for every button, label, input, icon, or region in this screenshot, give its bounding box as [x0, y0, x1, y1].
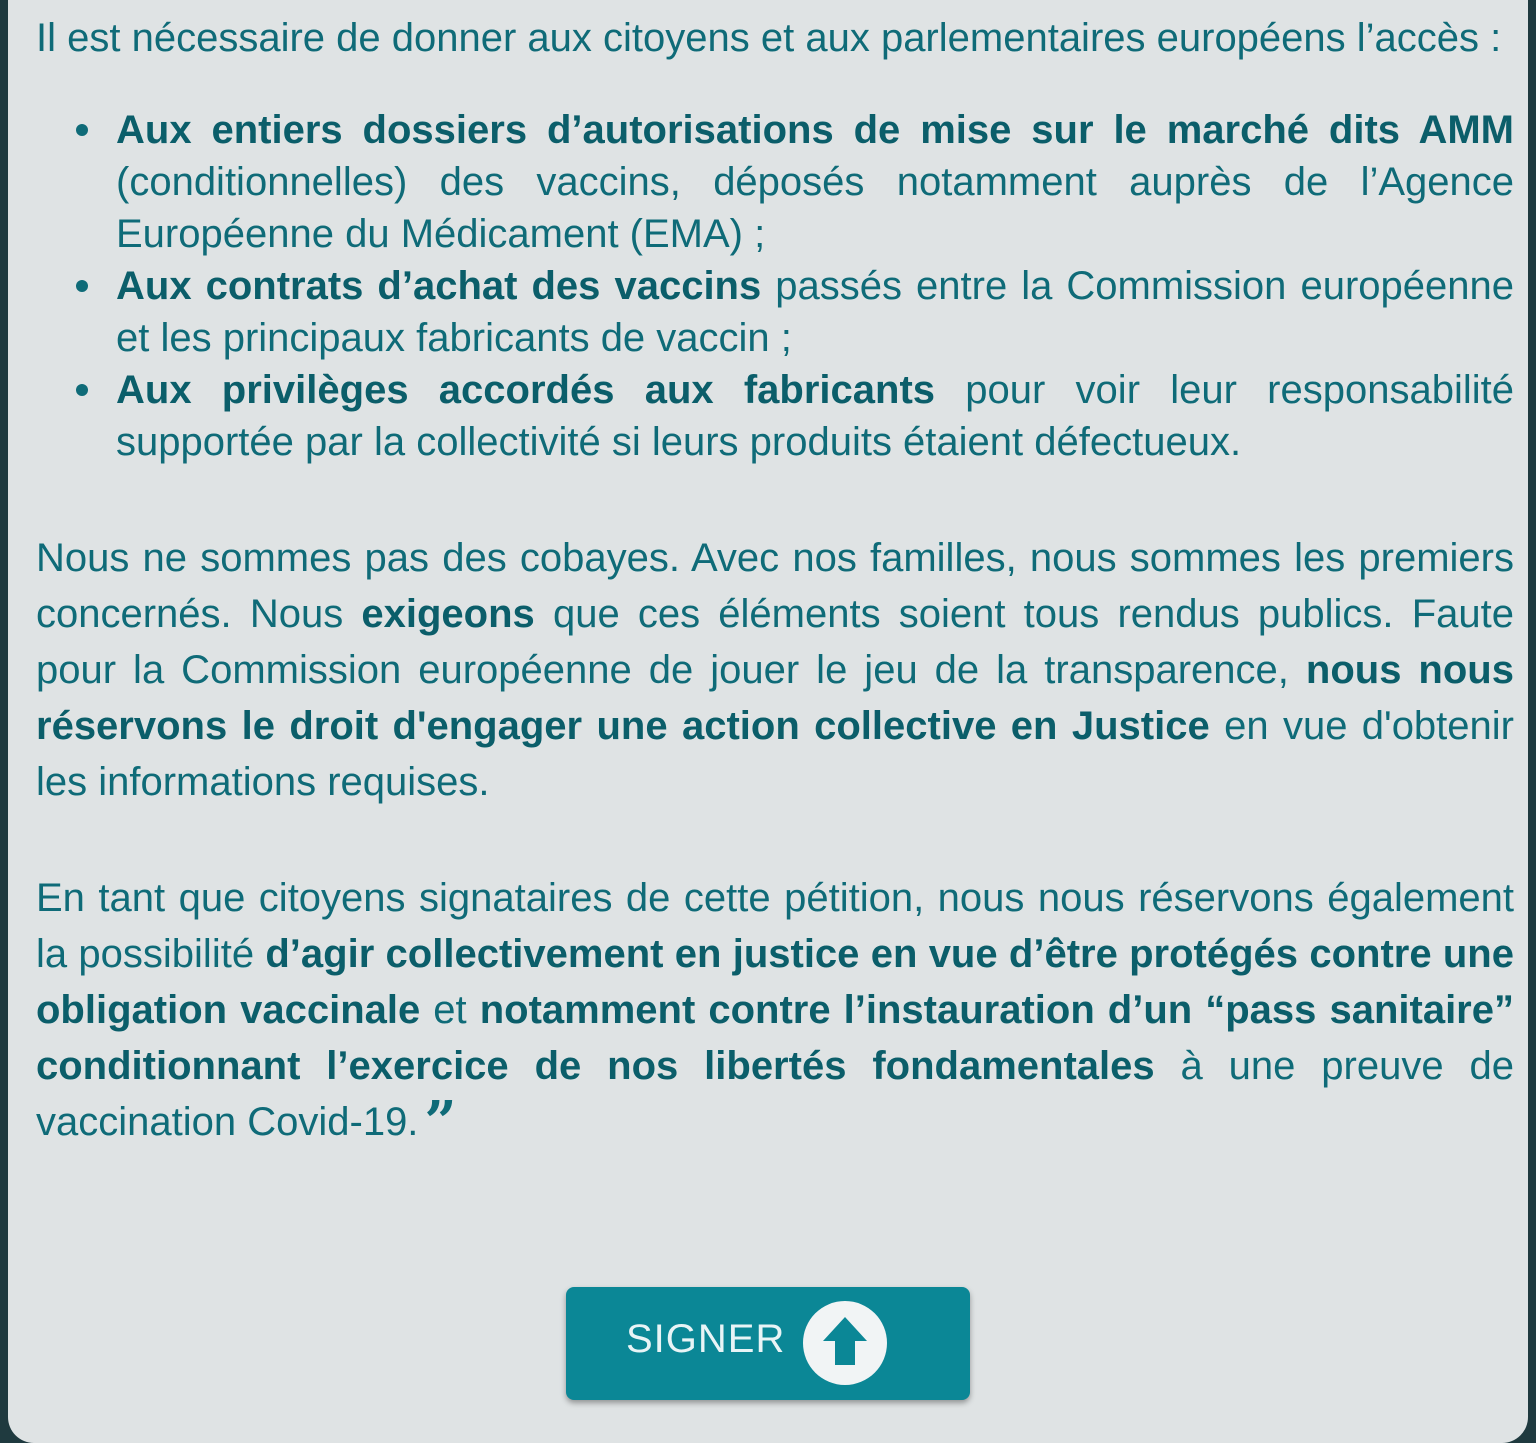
arrow-up-circle-icon — [803, 1301, 887, 1385]
petition-card — [8, 0, 1528, 1443]
sign-button-label: SIGNER — [626, 1317, 786, 1361]
sign-button[interactable] — [566, 1287, 970, 1400]
list-item: Aux privilèges accordés aux fabricants pour voir leur responsabilité supportée par la collectivité si leurs produits étaient défectueux. — [36, 364, 1514, 468]
list-item: Aux contrats d’achat des vaccins passés entre la Commission européenne et les principaux fabricants de vaccin ; — [36, 260, 1514, 364]
intro-paragraph: Il est nécessaire de donner aux citoyens et aux parlementaires européens l’accès : — [36, 16, 1502, 60]
list-item: Aux entiers dossiers d’autorisations de mise sur le marché dits AMM (conditionnelles) des vaccins, déposés notamment auprès de l’Agence Européenne du Médicament (EMA) ; — [36, 104, 1514, 260]
justice-paragraph: En tant que citoyens signataires de cette pétition, nous nous réservons également la possibilité d’agir collectivement en justice en vue d’être protégés contre une obligation vaccinale et notamment contre l’instauration d’un “pass sanitaire” conditionnant l’exercice de nos libertés fondamentales à une preuve de vaccination Covid-19. ” — [36, 876, 1514, 1155]
cobayes-paragraph: Nous ne sommes pas des cobayes. Avec nos familles, nous sommes les premiers concernés. Nous exigeons que ces éléments soient tous rendus publics. Faute pour la Commission européenne de jouer le jeu de la transparence, nous nous réservons le droit d'engager une action collective en Justice en vue d'obtenir les informations requises. — [36, 536, 1514, 804]
petition-text — [36, 12, 1514, 1155]
demands-list — [36, 104, 1514, 468]
closing-quote-icon: ” — [424, 1089, 451, 1155]
